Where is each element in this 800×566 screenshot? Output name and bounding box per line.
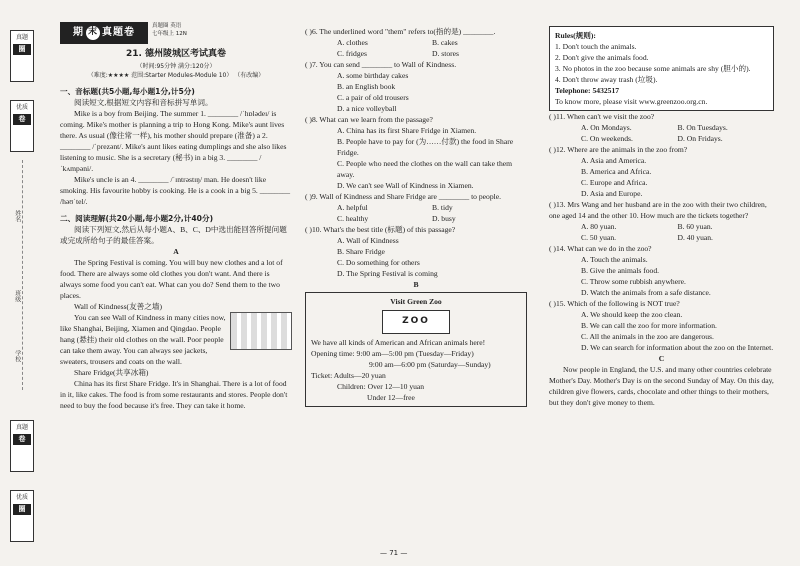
brand-badge-middle: 优质 卷 <box>10 100 34 152</box>
question-8-options: A. China has its first Share Fridge in Xiamen. B. People have to pay for (为……付款) the food in Share Fridge. C. People who need the clothes on the wall can take them away. D. We can't see Wall of Kindness in Xiamen. <box>337 126 514 190</box>
passage-b-label: B <box>413 280 419 289</box>
zoo-rules-box: Rules(规则): 1. Don't touch the animals. 2. Don't give the animals food. 3. No photos in the zoo because some animals are shy (胆小的). 4. Don't throw away trash (垃圾). Telephone: 5432517 To know more, please visit www.greenzoo.org.cn. <box>549 26 774 111</box>
passage-a-p2: You can see Wall of Kindness in many cities now, like Shanghai, Beijing, Xiamen and Qingdao. People hang (悬挂) their old clothes on the wall. Poor people can take them away. You can always see jackets, sweaters, trousers and coats on the wall. <box>60 313 226 367</box>
section-1-intro: 阅读短文,根据短文内容和音标拼写单词。 <box>74 98 213 108</box>
question-10-options: A. Wall of Kindness B. Share Fridge C. Do something for others D. The Spring Festival is coming <box>337 236 438 278</box>
question-15-options: A. We should keep the zoo clean. B. We can call the zoo for more information. C. All the animals in the zoo are dangerous. D. We can search for information about the zoo on the Internet. <box>581 310 774 352</box>
zoo-line-2: Opening time: 9:00 am—5:00 pm (Tuesday—Friday) <box>311 349 474 358</box>
question-11-options: A. On Mondays. B. On Tuesdays. C. On weekends. D. On Fridays. <box>581 123 728 143</box>
phonetic-passage-p2: Mike's uncle is an 4. ________ /ˈɪntrəstɪŋ/ man. He doesn't like smoking. His favourite hobby is cooking. He is a cook in a big 5. ________ /həʊˈtel/. <box>60 175 291 207</box>
zoo-line-5: Children: Over 12—10 yuan <box>337 382 425 391</box>
question-13-options: A. 80 yuan. B. 60 yuan. C. 50 yuan. D. 40 yuan. <box>581 222 713 242</box>
left-binding-strip <box>0 0 44 566</box>
wall-title: Wall of Kindness(友善之墙) <box>74 302 162 312</box>
question-9: ( )9. Wall of Kindness and Share Fridge are ________ to people. <box>305 192 502 201</box>
zoo-notice <box>305 292 527 407</box>
section-1-heading: 一、音标题(共5小题,每小题1分,计5分) <box>60 87 195 97</box>
question-15: ( )15. Which of the following is NOT true? <box>549 299 680 308</box>
brand-badge-top: 真题 圈 <box>10 30 34 82</box>
cut-line <box>22 160 23 390</box>
zoo-title: Visit Green Zoo <box>390 297 442 306</box>
fridge-title: Share Fridge(共享冰箱) <box>74 368 149 378</box>
column-middle <box>305 26 527 407</box>
exam-title: 21. 德州陵城区考试真卷 <box>125 49 227 59</box>
question-12-options: A. Asia and America. B. America and Africa. C. Europe and Africa. D. Asia and Europe. <box>581 156 652 198</box>
passage-a-p1: The Spring Festival is coming. You will buy new clothes and a lot of food. There are always some old clothes you don't want. And there is always some food you can't eat. What can you do? Send them to the two places. <box>60 258 283 301</box>
zoo-line-1: We have all kinds of American and African animals here! <box>311 338 486 347</box>
question-13: ( )13. Mrs Wang and her husband are in the zoo with their two children, one aged 14 and the other 10. How much are the tickets together? <box>549 200 767 220</box>
column-right <box>549 26 774 408</box>
question-12: ( )12. Where are the animals in the zoo from? <box>549 145 688 154</box>
question-7-options: A. some birthday cakes B. an English book C. a pair of old trousers D. a nice volleyball <box>337 71 409 113</box>
zoo-sign-image: ZOO <box>382 310 450 334</box>
label-name: 姓名 <box>13 210 21 222</box>
page-number: — 71 — <box>380 549 408 557</box>
column-left <box>60 22 292 411</box>
passage-a-p3: China has its first Share Fridge. It's in Shanghai. There is a lot of food in it, like cakes. The food is from some restaurants and stores. People don't need to buy the food because it's free. They can take it home. <box>60 379 288 411</box>
section-2-intro: 阅读下列短文,然后从每小题A、B、C、D中选出能回答所提问题或完成所给句子的最佳答案。 <box>60 225 287 246</box>
passage-c-label: C <box>658 354 665 363</box>
question-9-options: A. helpful B. tidy C. healthy D. busy <box>337 203 456 223</box>
brand-badge-lower: 真题 卷 <box>10 420 34 472</box>
exam-meta-2: （难度:★★★★ 范围:Starter Modules-Module 10） （有改编） <box>87 71 265 79</box>
section-2-heading: 二、阅读理解(共20小题,每小题2分,计40分) <box>60 214 214 224</box>
passage-c-p1: Now people in England, the U.S. and many other countries celebrate Mother's Day. Mother's Day is on the second Sunday of May. On this day, children give flowers, cards, chocolate and other things to their mothers, but they don't give money to them. <box>549 365 774 407</box>
exam-meta: （时间:95分钟 满分:120分） <box>136 63 216 71</box>
zoo-line-3: 9:00 am—6:00 pm (Saturday—Sunday) <box>369 360 491 369</box>
question-7: ( )7. You can send ________ to Wall of Kindness. <box>305 60 457 69</box>
zoo-line-6: Under 12—free <box>367 393 415 402</box>
phonetic-passage-p1: Mike is a boy from Beijing. The summer 1. ________ /ˈhɒlədeɪ/ is coming. Mike's mother is planning a trip to Hong Kong. Mike's aunt lives there. As usual (像往常一样), his mother should prepare (准备) a 2. ________ /ˈprezənt/. Mike's aunt likes eating dumplings and she also likes listening to music. She is a secretary (秘书) in a big 3. ________ /ˈkʌmpəni/. <box>60 109 287 174</box>
label-class: 班级 <box>13 290 21 302</box>
label-school: 学校 <box>13 350 21 362</box>
question-8: ( )8. What can we learn from the passage? <box>305 115 433 124</box>
exam-logo: 期 末 真题卷 <box>60 22 148 44</box>
wall-of-kindness-image <box>230 312 292 350</box>
passage-a-label: A <box>173 247 179 257</box>
header-meta: 真题圈 英语 七年级上 12N <box>152 23 187 38</box>
question-6-options: A. clothes B. cakes C. fridges D. stores <box>337 38 459 58</box>
question-14: ( )14. What can we do in the zoo? <box>549 244 652 253</box>
exam-header <box>60 22 292 44</box>
brand-badge-bottom: 优质 圈 <box>10 490 34 542</box>
question-6: ( )6. The underlined word "them" refers to(指的是) ________. <box>305 27 496 36</box>
question-11: ( )11. When can't we visit the zoo? <box>549 112 655 121</box>
zoo-line-4: Ticket: Adults—20 yuan <box>311 371 386 380</box>
question-14-options: A. Touch the animals. B. Give the animals food. C. Throw some rubbish anywhere. D. Watch the animals from a safe distance. <box>581 255 711 297</box>
question-10: ( )10. What's the best title (标题) of this passage? <box>305 225 456 234</box>
